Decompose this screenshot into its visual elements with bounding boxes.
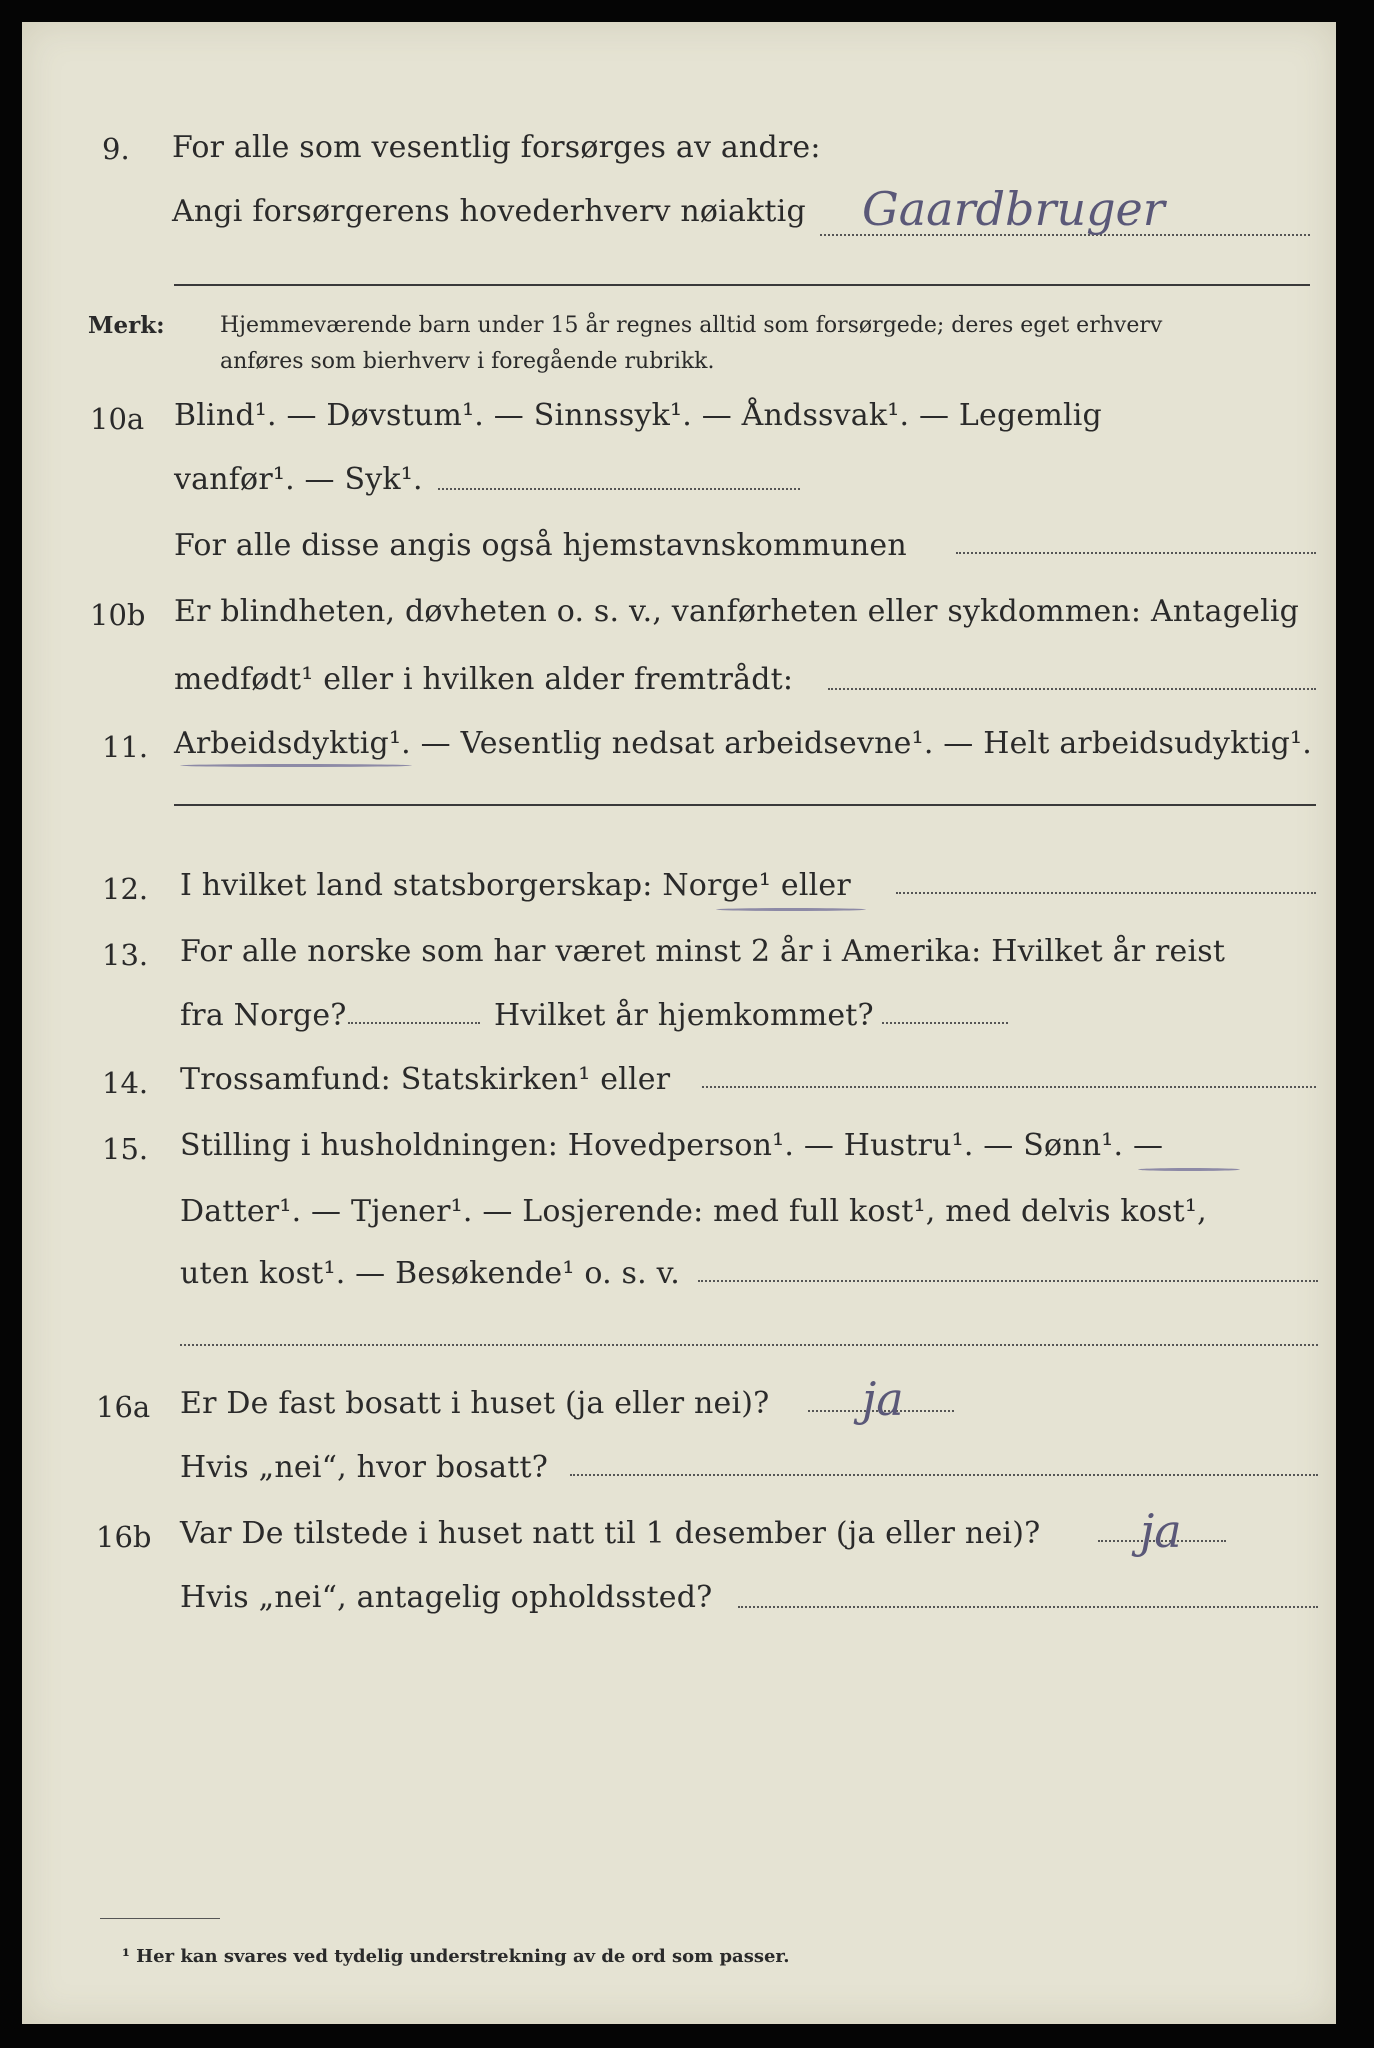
merk-label: Merk: [88,312,165,339]
q16b-line2: Hvis „nei“, antagelig opholdssted? [180,1580,713,1615]
q13-line2a: fra Norge? [180,998,347,1033]
q16b-handwritten-answer: ja [1140,1504,1182,1558]
q16a-handwritten-answer: ja [862,1372,904,1426]
q10b-line1: Er blindheten, døvheten o. s. v., vanførheten eller sykdommen: Antagelig [174,594,1300,629]
q16a-line2: Hvis „nei“, hvor bosatt? [180,1450,549,1485]
q15-other-line [698,1280,1318,1282]
q11-line1: Arbeidsdyktig¹. — Vesentlig nedsat arbeidsevne¹. — Helt arbeidsudyktig¹. [174,726,1312,761]
q16a-number: 16a [96,1390,151,1424]
q15-number: 15. [102,1132,149,1166]
q9-line1: For alle som vesentlig forsørges av andre: [172,130,821,165]
q16a-residence-line [570,1474,1318,1476]
q15-line3: uten kost¹. — Besøkende¹ o. s. v. [180,1256,680,1291]
q10a-commune-line [956,552,1316,554]
q14-number: 14. [102,1066,149,1100]
q10a-line1: Blind¹. — Døvstum¹. — Sinnssyk¹. — Åndssvak¹. — Legemlig [174,398,1102,433]
q15-blank-line [180,1344,1318,1346]
q11-number: 11. [102,730,149,764]
q13-departure-line [348,1022,480,1024]
q13-line2b: Hvilket år hjemkommet? [494,998,874,1033]
q10a-line2: vanfør¹. — Syk¹. [174,462,423,497]
q10b-age-line [828,688,1316,690]
q10b-number: 10b [90,598,146,632]
q15-handwritten-underline [1138,1168,1240,1171]
q12-number: 12. [102,872,149,906]
footnote-text: ¹ Her kan svares ved tydelig understrekning av de ord som passer. [122,1946,790,1967]
merk-line2: anføres som bierhverv i foregående rubrikk. [220,349,715,374]
q9-line2: Angi forsørgerens hovederhverv nøiaktig [172,194,806,229]
q13-number: 13. [102,938,149,972]
q16b-number: 16b [96,1520,152,1554]
q14-other-faith-line [702,1086,1316,1088]
q11-handwritten-underline [180,764,412,767]
q11-blank-line [174,804,1316,806]
q13-return-line [882,1022,1008,1024]
q9-handwritten-answer: Gaardbruger [862,182,1165,236]
census-form-page [22,22,1336,2024]
q16b-line1: Var De tilstede i huset natt til 1 desember (ja eller nei)? [180,1516,1041,1551]
q13-line1: For alle norske som har været minst 2 år i Amerika: Hvilket år reist [180,934,1226,969]
merk-line1: Hjemmeværende barn under 15 år regnes alltid som forsørgede; deres eget erhverv [220,313,1163,338]
q14-line1: Trossamfund: Statskirken¹ eller [180,1062,671,1097]
footnote-separator [100,1918,220,1919]
q12-line1: I hvilket land statsborgerskap: Norge¹ eller [180,868,851,903]
q16a-line1: Er De fast bosatt i huset (ja eller nei)? [180,1386,770,1421]
q9-number: 9. [102,132,130,166]
q10b-line2: medfødt¹ eller i hvilken alder fremtrådt: [174,662,794,697]
q10a-line3: For alle disse angis også hjemstavnskommunen [174,528,907,563]
q9-blank-line [174,284,1310,286]
q12-handwritten-underline [716,908,866,911]
q15-line1: Stilling i husholdningen: Hovedperson¹. — Hustru¹. — Sønn¹. — [180,1128,1164,1163]
q10a-sick-line [438,488,800,490]
q12-other-country-line [896,892,1316,894]
q15-line2: Datter¹. — Tjener¹. — Losjerende: med full kost¹, med delvis kost¹, [180,1194,1207,1229]
q16b-location-line [738,1606,1318,1608]
q10a-number: 10a [90,402,145,436]
